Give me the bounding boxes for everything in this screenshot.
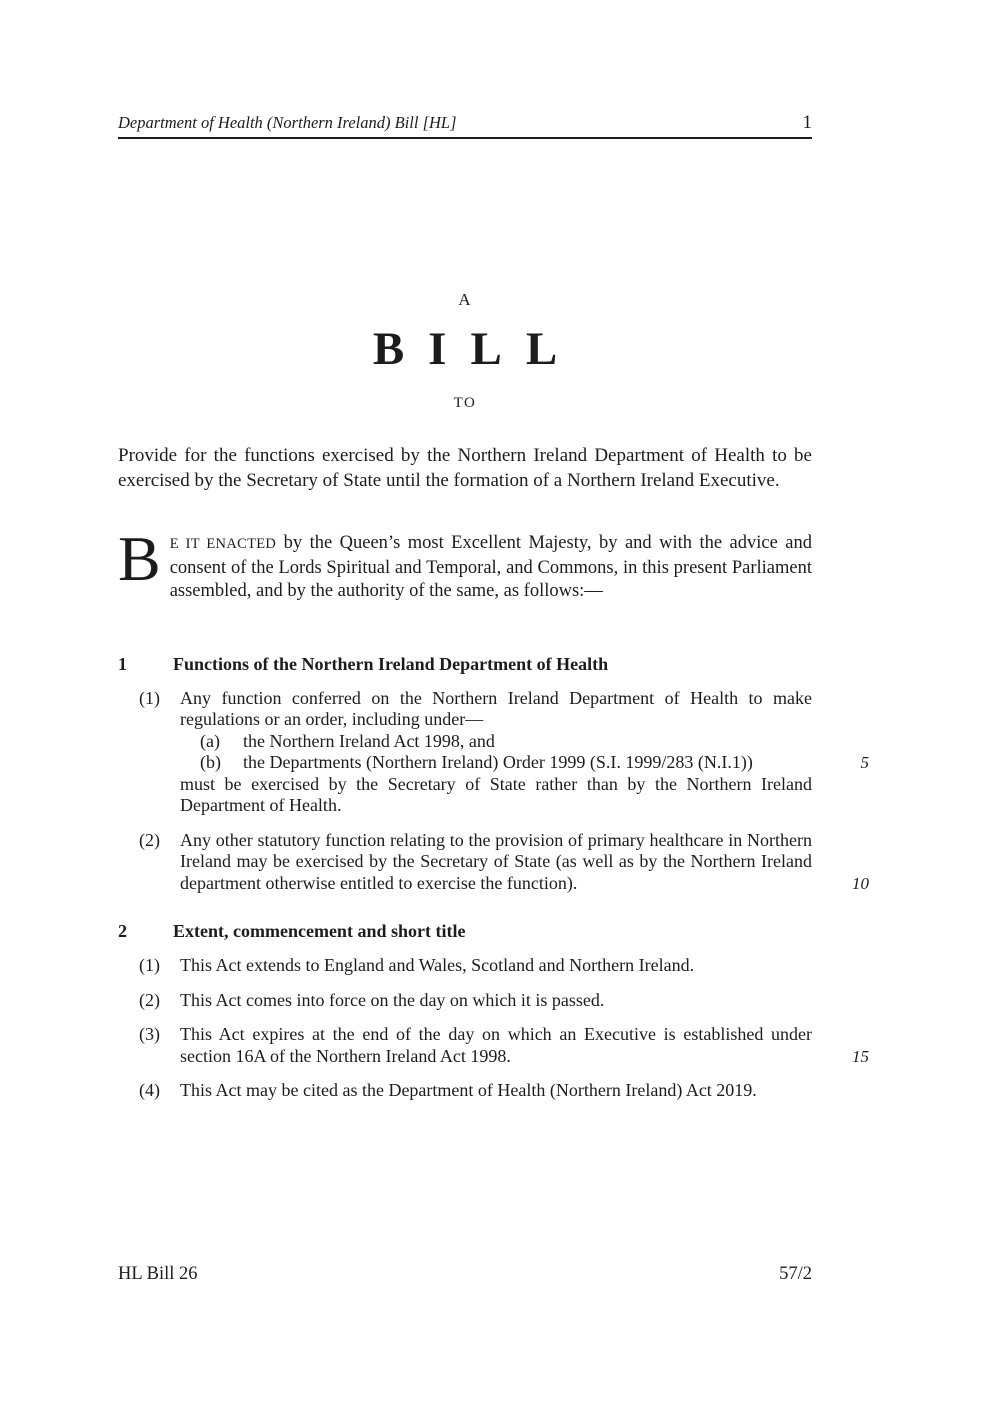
subsection-text: This Act extends to England and Wales, Scotland and Northern Ireland. <box>180 955 695 975</box>
long-title: Provide for the functions exercised by the Northern Ireland Department of Health to be exercised by the Secretary of State until the formation of a Northern Ireland Executive. <box>118 445 812 491</box>
masthead-to-label: TO <box>453 395 477 411</box>
masthead-article: A <box>458 290 472 309</box>
subsection-2-2 <box>118 990 812 1012</box>
page-footer <box>118 1264 812 1285</box>
subsection-2-4 <box>118 1080 812 1102</box>
running-header <box>118 113 812 139</box>
paragraph-letter: (b) <box>200 752 221 772</box>
subsection-number: (2) <box>139 829 160 850</box>
line-number: 15 <box>852 1046 869 1066</box>
bill-print-number: HL Bill 26 <box>118 1264 198 1284</box>
paragraph-b <box>180 752 869 774</box>
section-heading <box>118 920 812 942</box>
subsection-number: (1) <box>139 687 160 708</box>
subsection-body <box>180 955 812 977</box>
subsection-text: Any function conferred on the Northern Ireland Department of Health to make regulations or an order, including under— <box>180 687 812 729</box>
subsection-body <box>180 990 812 1012</box>
paragraph-text: the Departments (Northern Ireland) Order 1999 (S.I. 1999/283 (N.I.1)) <box>243 752 753 772</box>
line-number: 5 <box>860 753 869 772</box>
subsection-body <box>180 687 869 817</box>
subsection-body <box>180 829 869 895</box>
paragraph-text: the Northern Ireland Act 1998, and <box>243 730 495 751</box>
subsection-2-3 <box>118 1024 869 1067</box>
enacting-clause <box>118 523 812 604</box>
subsection-text: This Act may be cited as the Department of Health (Northern Ireland) Act 2019. <box>180 1080 757 1100</box>
section-number: 1 <box>118 653 127 674</box>
subsection-number: (3) <box>139 1024 160 1044</box>
subsection-number: (4) <box>139 1080 160 1100</box>
enacting-dropcap: B <box>118 523 161 594</box>
subsection-body <box>180 1080 812 1102</box>
section-1 <box>118 653 869 895</box>
page-number: 1 <box>802 112 812 133</box>
subsection-closing-text: must be exercised by the Secretary of State rather than by the Northern Ireland Department of Health. <box>180 773 812 815</box>
running-header-title: Department of Health (Northern Ireland) Bill [HL] <box>118 113 457 132</box>
enacting-lead-in: E IT ENACTED <box>169 536 277 552</box>
section-title: Functions of the Northern Ireland Department of Health <box>173 653 609 674</box>
subsection-body <box>180 1024 869 1067</box>
enacting-text: by the Queen’s most Excellent Majesty, by and with the advice and consent of the Lords Spiritual and Temporal, and Commons, in this present Parliament assembled, and by the authority of the same, as follows:— <box>169 533 812 601</box>
section-2 <box>118 920 869 1102</box>
section-number: 2 <box>118 921 127 941</box>
subsection-number: (1) <box>139 955 160 975</box>
masthead-bill-title: BILL <box>372 323 582 375</box>
subsection-text: This Act expires at the end of the day on which an Executive is established under section 16A of the Northern Ireland Act 1998. <box>180 1024 812 1066</box>
section-heading <box>118 653 812 675</box>
bill-masthead <box>118 291 812 411</box>
subsection-1-2 <box>118 829 869 895</box>
line-number: 10 <box>852 873 869 893</box>
subsection-number: (2) <box>139 989 160 1010</box>
session-number: 57/2 <box>779 1264 812 1284</box>
subsection-text: This Act comes into force on the day on which it is passed. <box>180 989 605 1010</box>
subsection-2-1 <box>118 955 812 977</box>
section-title: Extent, commencement and short title <box>173 921 466 941</box>
paragraph-a <box>180 731 812 753</box>
subsection-text: Any other statutory function relating to the provision of primary healthcare in Northern Ireland may be exercised by the Secretary of State (as well as by the Northern Ireland department otherwise entitled to exercise the function). <box>180 829 812 893</box>
subsection-1-1 <box>118 687 869 817</box>
paragraph-letter: (a) <box>200 730 220 751</box>
